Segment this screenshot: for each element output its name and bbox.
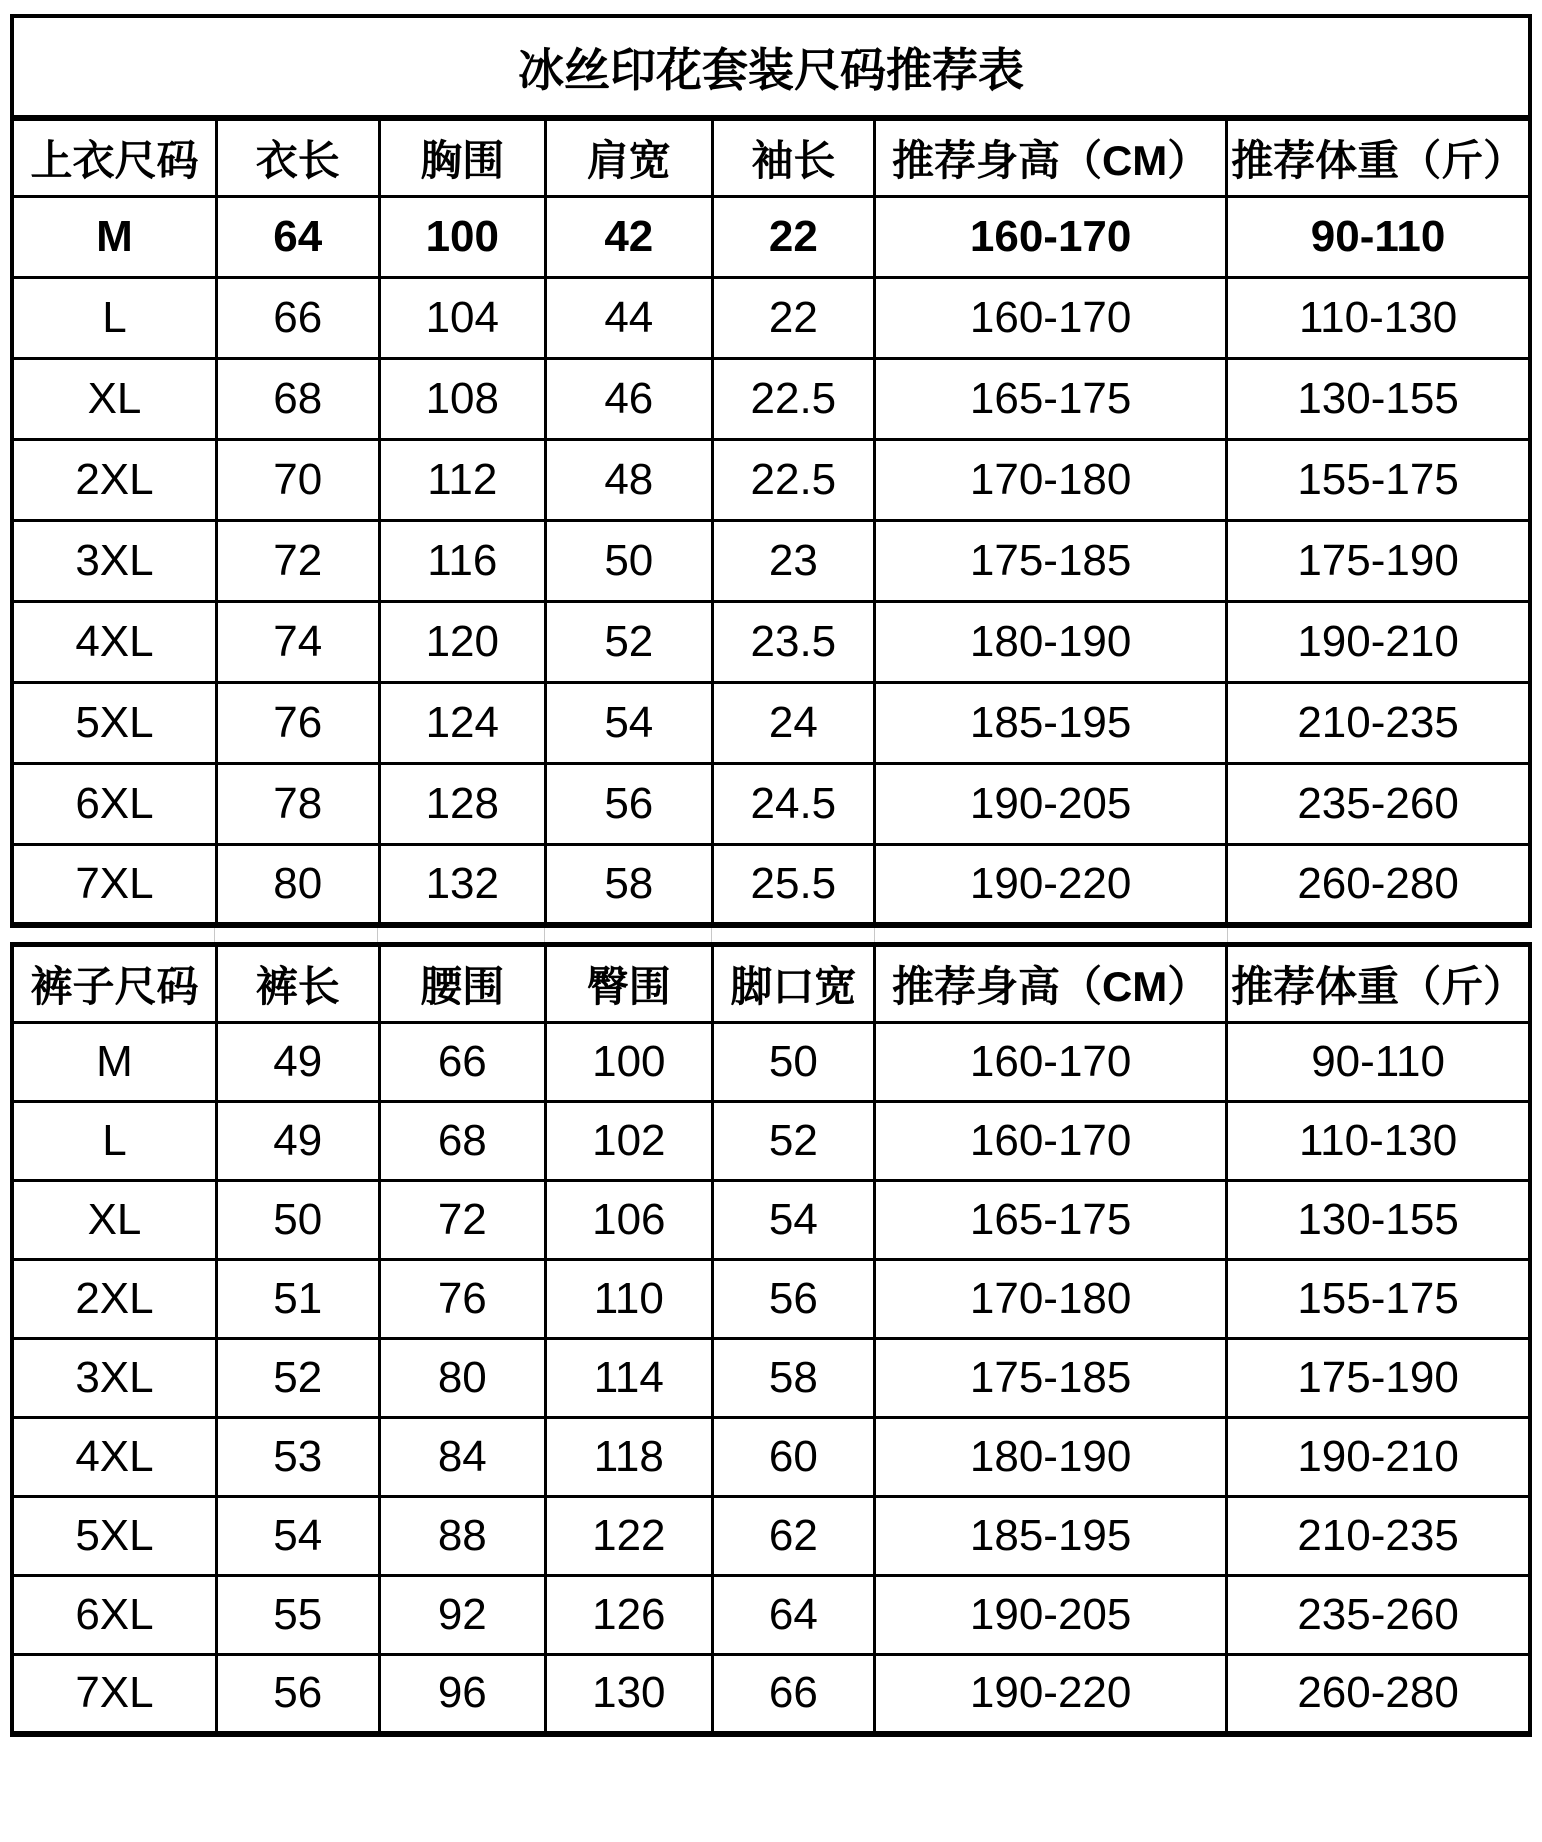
value-cell: 122: [546, 1497, 713, 1576]
value-cell: 190-210: [1227, 1418, 1530, 1497]
value-cell: 58: [546, 844, 713, 925]
table-gap: [10, 928, 1532, 942]
gap-gridline-segment: [215, 928, 378, 942]
value-cell: 64: [216, 196, 379, 277]
value-cell: 66: [379, 1023, 546, 1102]
value-cell: 48: [546, 439, 713, 520]
value-cell: 68: [216, 358, 379, 439]
value-cell: 175-190: [1227, 1339, 1530, 1418]
value-cell: 108: [379, 358, 546, 439]
header-recommended-height: 推荐身高（CM）: [875, 118, 1227, 196]
value-cell: 106: [546, 1181, 713, 1260]
value-cell: 55: [216, 1576, 379, 1655]
value-cell: 160-170: [875, 1102, 1227, 1181]
value-cell: 25.5: [712, 844, 875, 925]
value-cell: 53: [216, 1418, 379, 1497]
size-chart-sheet: [10, 14, 1532, 1737]
value-cell: 210-235: [1227, 1497, 1530, 1576]
value-cell: 180-190: [875, 601, 1227, 682]
value-cell: 190-220: [875, 844, 1227, 925]
value-cell: 80: [379, 1339, 546, 1418]
value-cell: 66: [216, 277, 379, 358]
size-cell: 3XL: [12, 1339, 216, 1418]
table-row: [12, 358, 1530, 439]
table-row: [12, 601, 1530, 682]
value-cell: 110: [546, 1260, 713, 1339]
value-cell: 50: [216, 1181, 379, 1260]
gap-gridline-segment: [875, 928, 1228, 942]
value-cell: 42: [546, 196, 713, 277]
value-cell: 78: [216, 763, 379, 844]
value-cell: 72: [216, 520, 379, 601]
value-cell: 23: [712, 520, 875, 601]
value-cell: 160-170: [875, 1023, 1227, 1102]
value-cell: 100: [379, 196, 546, 277]
table-row: [12, 1181, 1530, 1260]
value-cell: 190-205: [875, 763, 1227, 844]
value-cell: 66: [712, 1655, 875, 1734]
pants-table-body: [12, 1023, 1530, 1734]
shirt-table-body: [12, 196, 1530, 925]
size-cell: 7XL: [12, 844, 216, 925]
value-cell: 165-175: [875, 1181, 1227, 1260]
gap-gridline-segment: [712, 928, 875, 942]
size-cell: 6XL: [12, 763, 216, 844]
value-cell: 110-130: [1227, 277, 1530, 358]
value-cell: 155-175: [1227, 1260, 1530, 1339]
size-cell: M: [12, 196, 216, 277]
table-row: [12, 1102, 1530, 1181]
value-cell: 56: [216, 1655, 379, 1734]
value-cell: 120: [379, 601, 546, 682]
value-cell: 54: [546, 682, 713, 763]
table-row: [12, 763, 1530, 844]
value-cell: 128: [379, 763, 546, 844]
size-cell: 3XL: [12, 520, 216, 601]
value-cell: 58: [712, 1339, 875, 1418]
value-cell: 52: [216, 1339, 379, 1418]
value-cell: 170-180: [875, 1260, 1227, 1339]
table-row: [12, 520, 1530, 601]
value-cell: 64: [712, 1576, 875, 1655]
value-cell: 62: [712, 1497, 875, 1576]
value-cell: 72: [379, 1181, 546, 1260]
gap-gridline-segment: [545, 928, 712, 942]
value-cell: 90-110: [1227, 1023, 1530, 1102]
value-cell: 210-235: [1227, 682, 1530, 763]
value-cell: 76: [379, 1260, 546, 1339]
table-row: [12, 1497, 1530, 1576]
value-cell: 160-170: [875, 196, 1227, 277]
value-cell: 235-260: [1227, 763, 1530, 844]
value-cell: 260-280: [1227, 844, 1530, 925]
table-row: [12, 1418, 1530, 1497]
header-leg-opening: 脚口宽: [712, 945, 875, 1023]
table-row: [12, 682, 1530, 763]
value-cell: 235-260: [1227, 1576, 1530, 1655]
size-cell: XL: [12, 1181, 216, 1260]
size-cell: XL: [12, 358, 216, 439]
table-row: [12, 1023, 1530, 1102]
value-cell: 175-185: [875, 1339, 1227, 1418]
size-cell: L: [12, 277, 216, 358]
shirt-table-header-row: [12, 118, 1530, 196]
size-cell: 4XL: [12, 601, 216, 682]
value-cell: 49: [216, 1023, 379, 1102]
header-recommended-height: 推荐身高（CM）: [875, 945, 1227, 1023]
value-cell: 190-210: [1227, 601, 1530, 682]
value-cell: 126: [546, 1576, 713, 1655]
header-garment-length: 衣长: [216, 118, 379, 196]
value-cell: 54: [216, 1497, 379, 1576]
value-cell: 90-110: [1227, 196, 1530, 277]
value-cell: 260-280: [1227, 1655, 1530, 1734]
header-sleeve: 袖长: [712, 118, 875, 196]
value-cell: 52: [546, 601, 713, 682]
size-cell: M: [12, 1023, 216, 1102]
header-waist: 腰围: [379, 945, 546, 1023]
shirt-size-table: [10, 14, 1532, 928]
value-cell: 110-130: [1227, 1102, 1530, 1181]
value-cell: 92: [379, 1576, 546, 1655]
value-cell: 22: [712, 196, 875, 277]
title-row: [12, 16, 1530, 118]
gap-gridline-segment: [1228, 928, 1532, 942]
size-cell: 7XL: [12, 1655, 216, 1734]
size-cell: 6XL: [12, 1576, 216, 1655]
value-cell: 51: [216, 1260, 379, 1339]
value-cell: 124: [379, 682, 546, 763]
table-row: [12, 1655, 1530, 1734]
value-cell: 24: [712, 682, 875, 763]
value-cell: 54: [712, 1181, 875, 1260]
value-cell: 22: [712, 277, 875, 358]
header-pants-size: 裤子尺码: [12, 945, 216, 1023]
value-cell: 70: [216, 439, 379, 520]
table-row: [12, 277, 1530, 358]
value-cell: 22.5: [712, 439, 875, 520]
value-cell: 49: [216, 1102, 379, 1181]
value-cell: 100: [546, 1023, 713, 1102]
table-row: [12, 844, 1530, 925]
value-cell: 96: [379, 1655, 546, 1734]
value-cell: 165-175: [875, 358, 1227, 439]
value-cell: 175-190: [1227, 520, 1530, 601]
value-cell: 50: [712, 1023, 875, 1102]
value-cell: 185-195: [875, 1497, 1227, 1576]
value-cell: 68: [379, 1102, 546, 1181]
value-cell: 116: [379, 520, 546, 601]
value-cell: 114: [546, 1339, 713, 1418]
value-cell: 118: [546, 1418, 713, 1497]
header-chest: 胸围: [379, 118, 546, 196]
size-cell: 5XL: [12, 1497, 216, 1576]
pants-table-header-row: [12, 945, 1530, 1023]
size-cell: 2XL: [12, 439, 216, 520]
size-cell: 2XL: [12, 1260, 216, 1339]
value-cell: 102: [546, 1102, 713, 1181]
value-cell: 130-155: [1227, 358, 1530, 439]
value-cell: 190-220: [875, 1655, 1227, 1734]
size-cell: 4XL: [12, 1418, 216, 1497]
size-cell: L: [12, 1102, 216, 1181]
value-cell: 175-185: [875, 520, 1227, 601]
value-cell: 24.5: [712, 763, 875, 844]
gap-gridline-segment: [378, 928, 545, 942]
value-cell: 46: [546, 358, 713, 439]
header-top-size: 上衣尺码: [12, 118, 216, 196]
table-row: [12, 196, 1530, 277]
value-cell: 88: [379, 1497, 546, 1576]
value-cell: 130-155: [1227, 1181, 1530, 1260]
value-cell: 112: [379, 439, 546, 520]
value-cell: 130: [546, 1655, 713, 1734]
value-cell: 104: [379, 277, 546, 358]
header-hip: 臀围: [546, 945, 713, 1023]
header-recommended-weight: 推荐体重（斤）: [1227, 118, 1530, 196]
value-cell: 50: [546, 520, 713, 601]
value-cell: 52: [712, 1102, 875, 1181]
value-cell: 44: [546, 277, 713, 358]
value-cell: 74: [216, 601, 379, 682]
table-row: [12, 1260, 1530, 1339]
value-cell: 155-175: [1227, 439, 1530, 520]
header-shoulder: 肩宽: [546, 118, 713, 196]
value-cell: 170-180: [875, 439, 1227, 520]
header-pants-length: 裤长: [216, 945, 379, 1023]
gap-gridline-segment: [10, 928, 215, 942]
value-cell: 190-205: [875, 1576, 1227, 1655]
value-cell: 132: [379, 844, 546, 925]
value-cell: 76: [216, 682, 379, 763]
size-cell: 5XL: [12, 682, 216, 763]
value-cell: 185-195: [875, 682, 1227, 763]
header-recommended-weight: 推荐体重（斤）: [1227, 945, 1530, 1023]
value-cell: 22.5: [712, 358, 875, 439]
value-cell: 80: [216, 844, 379, 925]
chart-title: 冰丝印花套装尺码推荐表: [12, 16, 1530, 118]
value-cell: 180-190: [875, 1418, 1227, 1497]
value-cell: 23.5: [712, 601, 875, 682]
value-cell: 60: [712, 1418, 875, 1497]
value-cell: 160-170: [875, 277, 1227, 358]
pants-size-table: [10, 942, 1532, 1737]
value-cell: 56: [712, 1260, 875, 1339]
value-cell: 84: [379, 1418, 546, 1497]
table-row: [12, 439, 1530, 520]
table-row: [12, 1339, 1530, 1418]
value-cell: 56: [546, 763, 713, 844]
table-row: [12, 1576, 1530, 1655]
